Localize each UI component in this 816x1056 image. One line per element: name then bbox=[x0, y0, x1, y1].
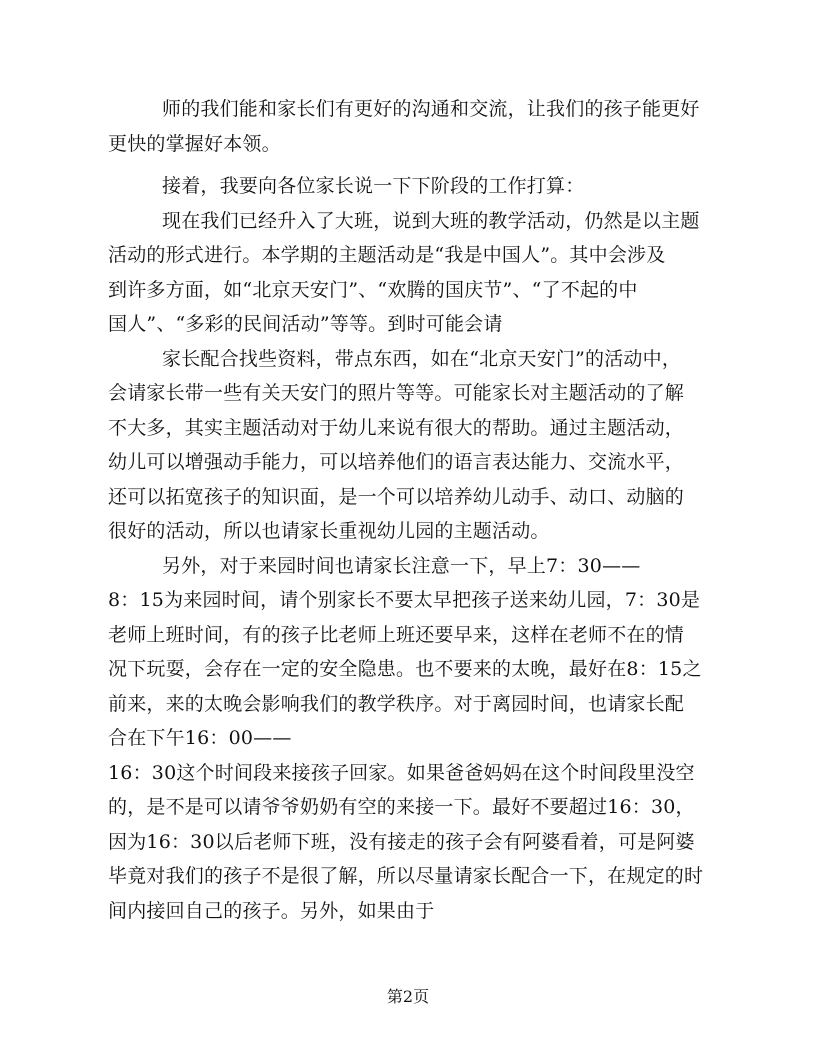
text-line: 更快的掌握好本领。 bbox=[108, 132, 281, 155]
text-line: 前来，来的太晚会影响我们的教学秩序。对于离园时间，也请家长配 bbox=[108, 692, 685, 715]
text-line: 况下玩耍，会存在一定的安全隐患。也不要来的太晚，最好在8：15之 bbox=[108, 658, 702, 680]
text-line: 很好的活动，所以也请家长重视幼儿园的主题活动。 bbox=[108, 520, 550, 542]
text-line: 不大多，其实主题活动对于幼儿来说有很大的帮助。通过主题活动， bbox=[108, 416, 685, 439]
text-line: 家长配合找些资料，带点东西，如在“北京天安门”的活动中， bbox=[162, 347, 682, 370]
text-line: 现在我们已经升入了大班，说到大班的教学活动，仍然是以主题 bbox=[162, 209, 700, 232]
page-number: 第2页 bbox=[386, 987, 430, 1006]
text-line: 活动的形式进行。本学期的主题活动是“我是中国人”。其中会涉及 bbox=[108, 244, 666, 266]
text-line: 老师上班时间，有的孩子比老师上班还要早来，这样在老师不在的情 bbox=[108, 623, 685, 646]
text-line: 到许多方面，如“北京天安门”、“欢腾的国庆节”、“了不起的中 bbox=[108, 278, 638, 301]
text-line: 国人”、“多彩的民间活动”等等。到时可能会请 bbox=[108, 313, 503, 335]
text-line: 合在下午16：00—— bbox=[108, 727, 292, 749]
text-line: 还可以拓宽孩子的知识面，是一个可以培养幼儿动手、动口、动脑的 bbox=[108, 485, 685, 508]
text-line: 另外，对于来园时间也请家长注意一下，早上7：30—— bbox=[162, 554, 641, 577]
text-line: 16：30这个时间段来接孩子回家。如果爸爸妈妈在这个时间段里没空 bbox=[108, 761, 695, 784]
text-line: 间内接回自己的孩子。另外，如果由于 bbox=[108, 899, 435, 922]
body-text bbox=[108, 92, 708, 928]
text-line: 因为16：30以后老师下班，没有接走的孩子会有阿婆看着，可是阿婆 bbox=[108, 830, 695, 853]
text-line: 幼儿可以增强动手能力，可以培养他们的语言表达能力、交流水平， bbox=[108, 451, 685, 473]
text-line: 师的我们能和家长们有更好的沟通和交流，让我们的孩子能更好 bbox=[162, 98, 700, 120]
text-line: 接着，我要向各位家长说一下下阶段的工作打算： bbox=[162, 175, 585, 197]
text-line: 8：15为来园时间，请个别家长不要太早把孩子送来幼儿园，7：30是 bbox=[108, 589, 701, 611]
text-line: 的，是不是可以请爷爷奶奶有空的来接一下。最好不要超过16：30， bbox=[108, 796, 695, 818]
text-line: 会请家长带一些有关天安门的照片等等。可能家长对主题活动的了解 bbox=[108, 382, 685, 404]
text-line: 毕竟对我们的孩子不是很了解，所以尽量请家长配合一下，在规定的时 bbox=[108, 865, 704, 887]
